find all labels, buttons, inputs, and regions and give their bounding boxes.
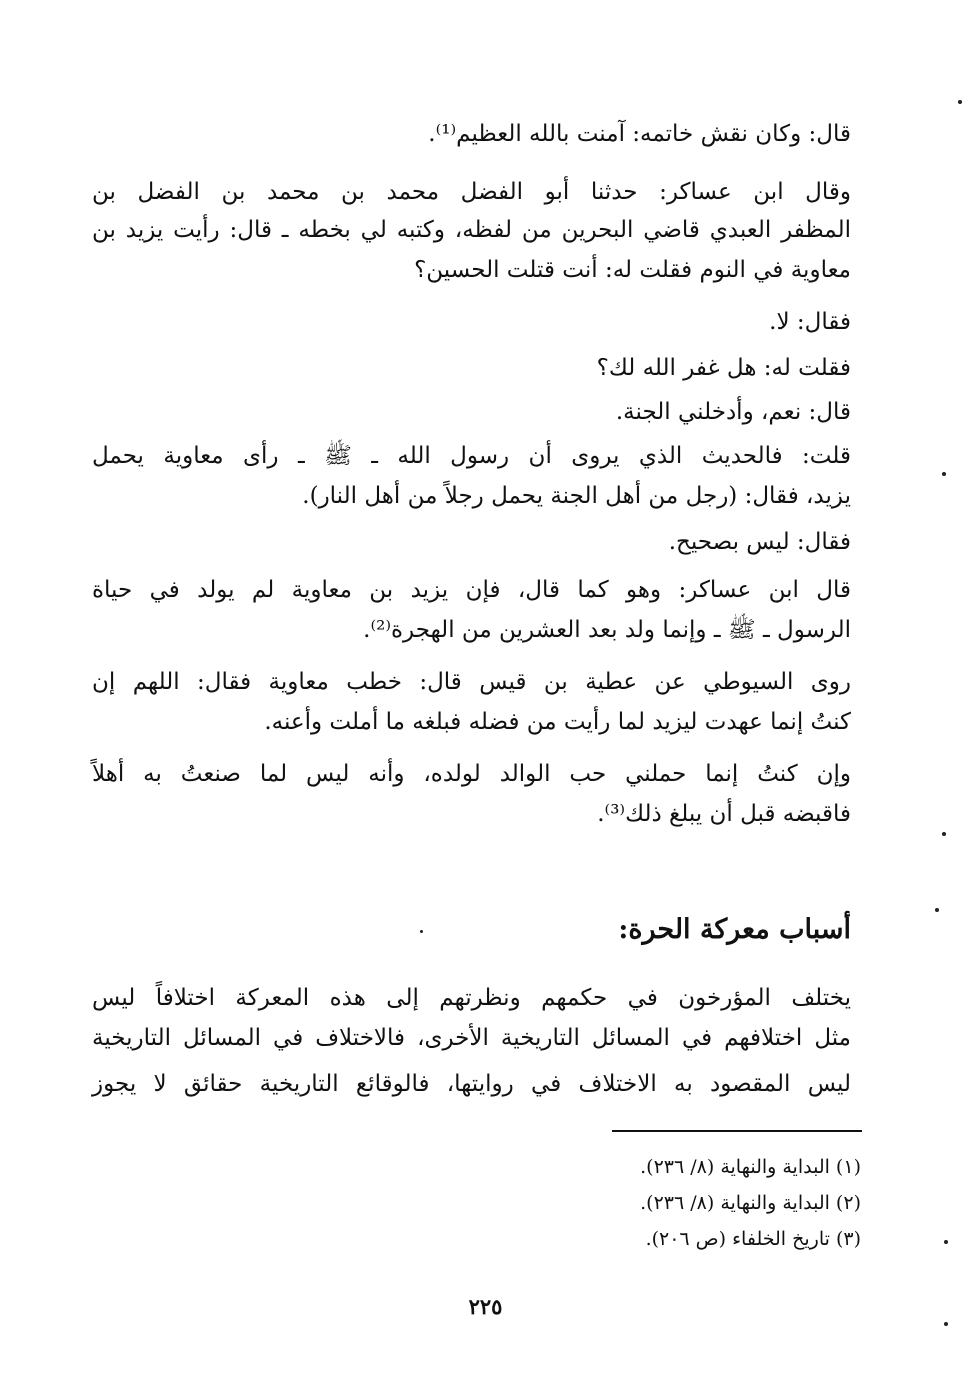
scan-speck	[942, 832, 946, 836]
text-line: قال: وكان نقش خاتمه: آمنت بالله العظيم⁽¹⁾.	[428, 121, 851, 147]
scan-speck	[944, 1240, 948, 1244]
text-line: ليس المقصود به الاختلاف في روايتها، فالوقائع التاريخية حقائق لا يجوز	[92, 1071, 851, 1097]
page-number: ٢٢٥	[468, 1294, 503, 1319]
scan-speck	[420, 930, 423, 933]
text-line: الرسول ـ ﷺ ـ وإنما ولد بعد العشرين من الهجرة⁽²⁾.	[363, 617, 851, 643]
text-line: فاقبضه قبل أن يبلغ ذلك⁽³⁾.	[597, 801, 851, 827]
footnote: (٢) البداية والنهاية (٨/ ٢٣٦).	[640, 1192, 861, 1214]
scan-speck	[944, 1322, 948, 1326]
text-line: فقلت له: هل غفر الله لك؟	[596, 355, 851, 381]
text-line: قلت: فالحديث الذي يروى أن رسول الله ـ ﷺ ـ رأى معاوية يحمل	[92, 443, 851, 469]
text-line: روى السيوطي عن عطية بن قيس قال: خطب معاوية فقال: اللهم إن	[92, 669, 851, 695]
footnote: (٣) تاريخ الخلفاء (ص ٢٠٦).	[645, 1228, 861, 1250]
footnote-separator	[612, 1130, 862, 1132]
text-line: فقال: لا.	[769, 309, 851, 335]
scan-speck	[942, 472, 946, 476]
text-line: وقال ابن عساكر: حدثنا أبو الفضل محمد بن محمد بن الفضل بن	[92, 179, 851, 205]
text-line: مثل اختلافهم في المسائل التاريخية الأخرى، فالاختلاف في المسائل التاريخية	[92, 1025, 851, 1051]
text-line: يختلف المؤرخون في حكمهم ونظرتهم إلى هذه المعركة اختلافاً ليس	[92, 985, 851, 1011]
text-line: معاوية في النوم فقلت له: أنت قتلت الحسين؟	[414, 257, 851, 283]
text-line: قال ابن عساكر: وهو كما قال، فإن يزيد بن معاوية لم يولد في حياة	[92, 577, 851, 603]
text-line: فقال: ليس بصحيح.	[668, 529, 851, 555]
scan-speck	[958, 100, 962, 104]
text-line: وإن كنتُ إنما حملني حب الوالد لولده، وأنه ليس لما صنعتُ به أهلاً	[92, 761, 851, 787]
text-line: يزيد، فقال: (رجل من أهل الجنة يحمل رجلاً من أهل النار).	[302, 483, 851, 509]
text-line: كنتُ إنما عهدت ليزيد لما رأيت من فضله فبلغه ما أملت وأعنه.	[264, 709, 851, 735]
text-line: قال: نعم، وأدخلني الجنة.	[615, 399, 851, 425]
text-line: المظفر العبدي قاضي البحرين من لفظه، وكتبه لي بخطه ـ قال: رأيت يزيد بن	[92, 217, 851, 243]
scan-speck	[935, 908, 939, 912]
section-heading: أسباب معركة الحرة:	[618, 914, 851, 945]
footnote: (١) البداية والنهاية (٨/ ٢٣٦).	[640, 1156, 861, 1178]
